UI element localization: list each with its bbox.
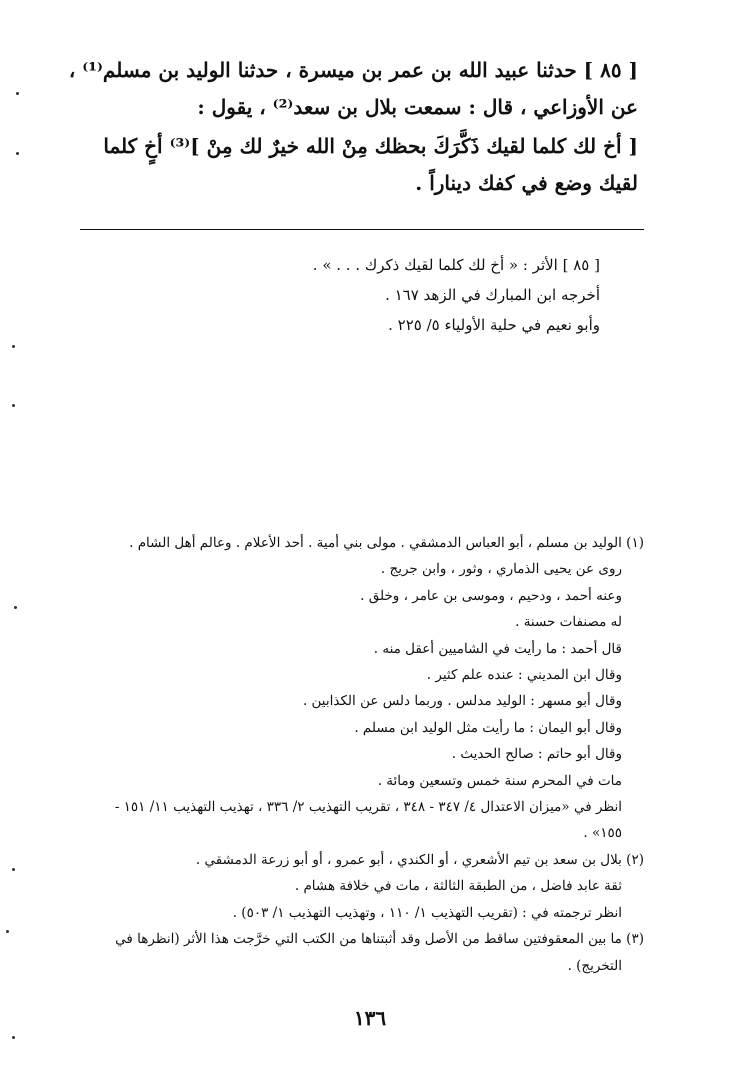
takhrij-line: وأبو نعيم في حلية الأولياء ٥/ ٢٢٥ . [388, 316, 600, 334]
athar-line: [ أخ لك كلما لقيك ذَكَّرَكَ بحظك مِنْ الله خيرٌ لك مِنْ ]⁽³⁾ أخٍ كلما [103, 134, 638, 158]
takhrij-section [200, 250, 600, 340]
takhrij-line: أخرجه ابن المبارك في الزهد ١٦٧ . [385, 286, 600, 304]
footnote-3-line: (٣) ما بين المعقوفتين ساقط من الأصل وقد أثبتناها من الكتب التي خرَّجت هذا الأثر (انظرها في [115, 931, 644, 948]
page-number: ١٣٦ [353, 1006, 387, 1030]
footnote-1-line: مات في المحرم سنة خمس وتسعين ومائة . [377, 772, 622, 789]
footnotes-section [70, 530, 644, 979]
scan-speck [16, 152, 19, 155]
scan-speck [12, 868, 15, 871]
narration-line: [ ٨٥ ] حدثنا عبيد الله بن عمر بن ميسرة ، حدثنا الوليد بن مسلم⁽¹⁾ ، [68, 58, 638, 82]
footnote-1-line: ١٥٥» . [583, 825, 622, 842]
section-divider [80, 229, 644, 230]
scan-speck [12, 404, 15, 407]
footnote-2-line: (٢) بلال بن سعد بن تيم الأشعري ، أو الكندي ، أبو عمرو ، أو أبو زرعة الدمشقي . [195, 851, 644, 868]
scan-speck [12, 1036, 15, 1039]
footnote-1-line: وقال أبو اليمان : ما رأيت مثل الوليد ابن مسلم . [354, 719, 622, 736]
footnote-1-line: انظر في «ميزان الاعتدال ٤/ ٣٤٧ - ٣٤٨ ، تقريب التهذيب ٢/ ٣٣٦ ، تهذيب التهذيب ١١/ ١٥١ - [114, 799, 622, 816]
footnote-1-line: (١) الوليد بن مسلم ، أبو العباس الدمشقي . مولى بني أمية . أحد الأعلام . وعالم أهل الشام . [129, 535, 644, 551]
takhrij-line: [ ٨٥ ] الأثر : « أخ لك كلما لقيك ذكرك . . . » . [312, 256, 600, 274]
footnote-2-line: ثقة عابد فاضل ، من الطبقة الثالثة ، مات في خلافة هشام . [294, 878, 622, 895]
scan-speck [12, 345, 15, 348]
scan-speck [14, 606, 17, 609]
footnote-1-line: وقال أبو حاتم : صالح الحديث . [451, 746, 622, 763]
footnote-3-line: التخريج) . [567, 957, 622, 974]
scan-speck [16, 92, 19, 95]
footnote-1-line: روى عن يحيى الذماري ، وثور ، وابن جريج . [380, 561, 622, 578]
footnote-2-line: انظر ترجمته في : (تقريب التهذيب ١/ ١١٠ ، وتهذيب التهذيب ١/ ٥٠٣) . [232, 904, 622, 921]
footnote-1-line: وقال ابن المديني : عنده علم كثير . [426, 667, 622, 684]
footnote-1-line: قال أحمد : ما رأيت في الشاميين أعقل منه . [373, 640, 622, 657]
main-hadith-text [70, 52, 638, 202]
athar-line: لقيك وضع في كفك ديناراً . [415, 171, 638, 195]
footnote-1-line: له مصنفات حسنة . [515, 614, 622, 631]
footnote-1-line: وقال أبو مسهر : الوليد مدلس . وربما دلس عن الكذابين . [302, 693, 622, 710]
scan-speck [6, 930, 9, 933]
narration-line: عن الأوزاعي ، قال : سمعت بلال بن سعد⁽²⁾ ، يقول : [197, 95, 638, 119]
footnote-1-line: وعنه أحمد ، ودحيم ، وموسى بن عامر ، وخلق . [360, 587, 622, 604]
